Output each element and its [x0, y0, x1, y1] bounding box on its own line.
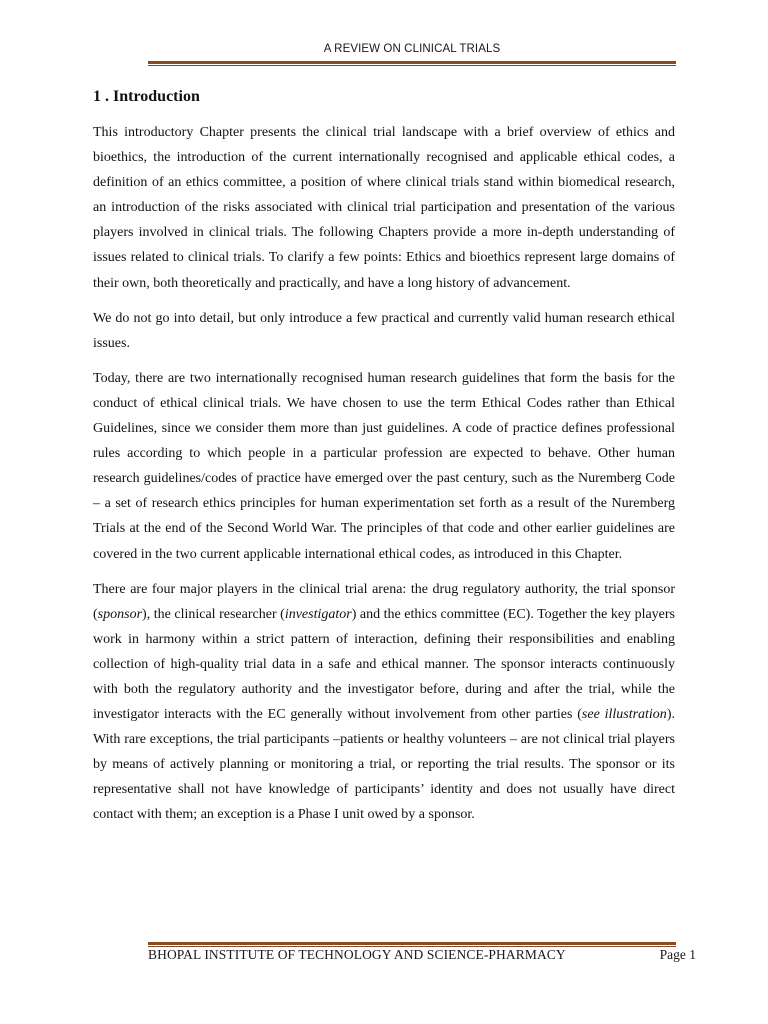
text-run: ), the clinical researcher (: [142, 606, 285, 622]
page-number: Page 1: [659, 947, 696, 962]
emphasis-see-illustration: see illustration: [581, 707, 667, 723]
paragraph-intro: This introductory Chapter presents the clinical trial landscape with a brief overview of ethics and bioethics, the introduction of the current internationally recognised and applicable ethical codes, a definition of an ethics committee, a position of where clinical trials stand within biomedical research, an introduction of the risks associated with clinical trial participation and presentation of the various players involved in clinical trials. The following Chapters provide a more in-depth understanding of issues related to clinical trials. To clarify a few points: Ethics and bioethics represent large domains of their own, both theoretically and practically, and have a long history of advancement.: [93, 125, 675, 291]
section-heading: 1 . Introduction: [93, 88, 200, 105]
emphasis-investigator: investigator: [284, 606, 352, 622]
header-rule: [148, 61, 676, 66]
text-run: ) and the ethics committee (EC). Together the key players work in harmony within a strict pattern of interaction, defining their responsibilities and enabling collection of high-quality trial data in a safe and ethical manner. The sponsor interacts continuously with both the regulatory authority and the investigator before, during and after the trial, while the investigator interacts with the EC generally without involvement from other parties (: [93, 606, 676, 723]
paragraph-scope: We do not go into detail, but only introduce a few practical and currently valid human research ethical issues.: [93, 310, 675, 351]
paragraph-players: [93, 577, 675, 828]
emphasis-sponsor: sponsor: [97, 606, 143, 622]
text-run: ). With rare exceptions, the trial participants –patients or healthy volunteers – are not clinical trial players by means of actively planning or monitoring a trial, or reporting the trial results. The sponsor or its representative shall not have knowledge of participants’ identity and does not usually have direct contact with them; an exception is a Phase I unit owed by a sponsor.: [93, 707, 675, 823]
page-body: [93, 84, 675, 838]
paragraph-ethical-codes: Today, there are two internationally recognised human research guidelines that form the basis for the conduct of ethical clinical trials. We have chosen to use the term Ethical Codes rather than Ethical Guidelines, since we consider them more than just guidelines. A code of practice defines professional rules according to which people in a particular profession are expected to behave. Other human research guidelines/codes of practice have emerged over the past century, such as the Nuremberg Code – a set of research ethics principles for human experimentation set forth as a result of the Nuremberg Trials at the end of the Second World War. The principles of that code and other earlier guidelines are covered in the two current applicable international ethical codes, as introduced in this Chapter.: [93, 370, 675, 562]
running-header-title: A REVIEW ON CLINICAL TRIALS: [323, 43, 501, 55]
text-run: There are four major players in the clinical trial arena: the drug regulatory authority, the trial sponsor (: [93, 581, 675, 622]
footer-institute: BHOPAL INSTITUTE OF TECHNOLOGY AND SCIENCE-PHARMACY: [148, 947, 566, 962]
